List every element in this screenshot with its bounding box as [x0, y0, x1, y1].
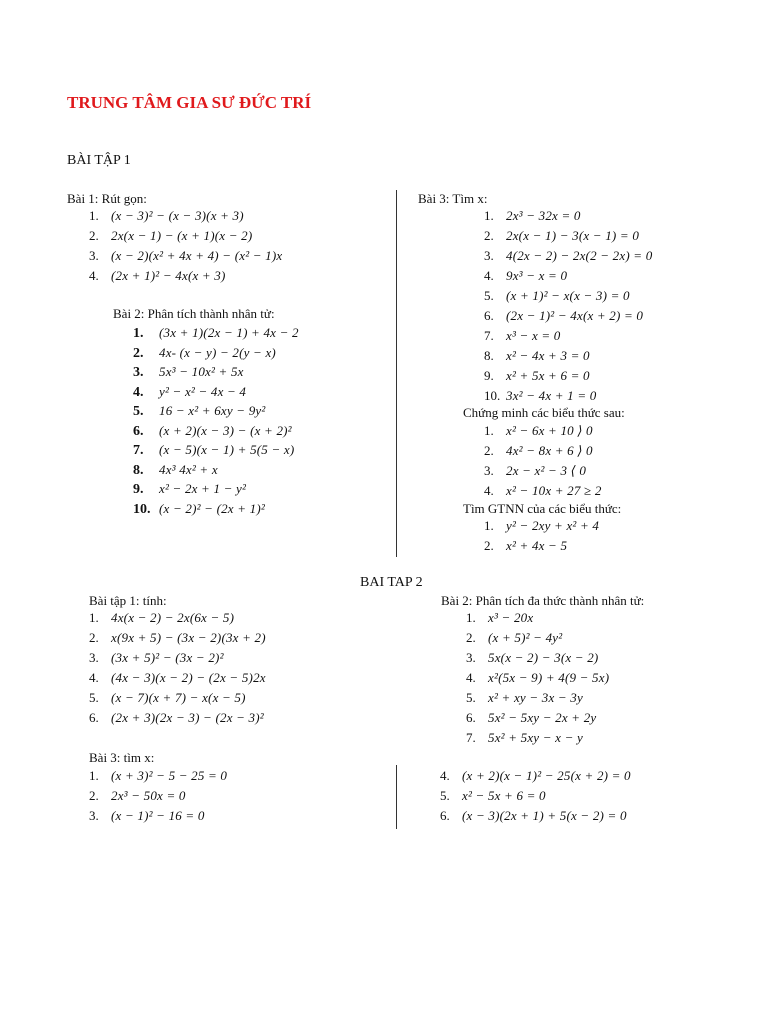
list-item — [133, 440, 299, 460]
list-item — [133, 421, 299, 441]
math-expression: 2x(x − 1) − (x + 1)(x − 2) — [111, 228, 253, 243]
list-item — [89, 266, 282, 286]
math-expression: x² − 2x + 1 − y² — [159, 481, 247, 496]
prove-list — [484, 421, 602, 501]
item-number: 3. — [484, 463, 494, 478]
item-number: 8. — [484, 348, 494, 363]
item-number: 2. — [89, 630, 99, 645]
exercise-2-label: Bài 2: Phân tích thành nhân tử: — [113, 306, 275, 321]
math-expression: (3x + 1)(2x − 1) + 4x − 2 — [159, 325, 299, 340]
list-item — [133, 343, 299, 363]
math-expression: 9x³ − x = 0 — [506, 268, 568, 283]
item-number: 1. — [484, 208, 494, 223]
math-expression: y² − x² − 4x − 4 — [159, 383, 247, 399]
list-item — [484, 206, 652, 226]
math-expression: x² − 4x + 3 = 0 — [506, 348, 590, 363]
math-expression: 4x² − 8x + 6 ⟩ 0 — [506, 443, 593, 458]
list-item — [484, 326, 652, 346]
item-number: 3. — [484, 248, 494, 263]
math-expression: x²(5x − 9) + 4(9 − 5x) — [488, 670, 610, 685]
list-item — [89, 608, 266, 628]
list-item — [484, 306, 652, 326]
list-item — [484, 516, 599, 536]
math-expression: x² − 6x + 10 ⟩ 0 — [506, 423, 593, 438]
min-value-list — [484, 516, 599, 556]
list-item — [89, 688, 266, 708]
item-number: 4. — [133, 384, 144, 400]
list-item — [89, 786, 227, 806]
item-number: 2. — [466, 630, 476, 645]
list-item — [89, 648, 266, 668]
math-expression: 4x- (x − y) − 2(y − x) — [159, 344, 276, 360]
set2-exercise-2-list — [466, 608, 609, 748]
item-number: 8. — [133, 462, 144, 478]
item-number: 9. — [133, 482, 144, 497]
set2-exercise-3-label: Bài 3: tìm x: — [89, 750, 155, 765]
item-number: 2. — [484, 443, 494, 458]
item-number: 6. — [133, 423, 144, 439]
math-expression: 3x² − 4x + 1 = 0 — [506, 388, 597, 403]
math-expression: x³ − x = 0 — [506, 328, 561, 343]
item-number: 2. — [484, 538, 494, 553]
column-divider-2 — [396, 765, 397, 829]
item-number: 1. — [89, 208, 99, 223]
list-item — [466, 688, 609, 708]
list-item — [484, 481, 602, 501]
math-expression: y² − 2xy + x² + 4 — [506, 518, 600, 533]
math-expression: 4(2x − 2) − 2x(2 − 2x) = 0 — [506, 248, 653, 263]
math-expression: (2x + 1)² − 4x(x + 3) — [111, 268, 226, 283]
item-number: 10. — [133, 501, 151, 517]
item-number: 4. — [89, 670, 99, 685]
math-expression: 2x − x² − 3 ⟨ 0 — [506, 463, 587, 478]
list-item — [466, 648, 609, 668]
item-number: 1. — [89, 610, 99, 625]
exercise-1-label: Bài 1: Rút gọn: — [67, 191, 147, 206]
math-expression: (2x + 3)(2x − 3) − (2x − 3)² — [111, 710, 264, 725]
math-expression: (x + 1)² − x(x − 3) = 0 — [506, 288, 630, 303]
item-number: 3. — [89, 808, 99, 823]
list-item — [484, 386, 652, 406]
list-item — [133, 382, 299, 402]
exercise-2-list — [133, 323, 299, 518]
item-number: 7. — [133, 443, 144, 458]
math-expression: 5x(x − 2) − 3(x − 2) — [488, 650, 599, 665]
item-number: 5. — [133, 404, 144, 419]
item-number: 2. — [484, 228, 494, 243]
item-number: 6. — [466, 710, 476, 725]
math-expression: x² + 4x − 5 — [506, 538, 568, 553]
math-expression: x² − 10x + 27 ≥ 2 — [506, 483, 602, 498]
math-expression: x² − 5x + 6 = 0 — [462, 788, 546, 803]
list-item — [440, 766, 631, 786]
math-expression: 4x(x − 2) − 2x(6x − 5) — [111, 610, 235, 625]
math-expression: 2x³ − 32x = 0 — [506, 208, 581, 223]
math-expression: x(9x + 5) − (3x − 2)(3x + 2) — [111, 630, 266, 645]
list-item — [484, 461, 602, 481]
list-item — [484, 346, 652, 366]
set2-exercise-1-label: Bài tập 1: tính: — [89, 593, 167, 608]
list-item — [484, 366, 652, 386]
list-item — [466, 708, 609, 728]
item-number: 4. — [484, 268, 494, 283]
math-expression: x² + xy − 3x − 3y — [488, 690, 583, 705]
list-item — [133, 479, 299, 499]
list-item — [89, 708, 266, 728]
item-number: 1. — [133, 326, 144, 341]
set2-exercise-1-list — [89, 608, 266, 728]
math-expression: 2x³ − 50x = 0 — [111, 788, 186, 803]
list-item — [133, 460, 299, 480]
list-item — [89, 806, 227, 826]
list-item — [133, 362, 299, 382]
math-expression: (x − 7)(x + 7) − x(x − 5) — [111, 690, 246, 705]
item-number: 2. — [133, 345, 144, 361]
min-value-label: Tìm GTNN của các biểu thức: — [463, 501, 622, 516]
page-title: TRUNG TÂM GIA SƯ ĐỨC TRÍ — [67, 93, 312, 112]
item-number: 4. — [89, 268, 99, 283]
list-item — [133, 401, 299, 421]
item-number: 2. — [89, 228, 99, 243]
math-expression: (4x − 3)(x − 2) − (2x − 5)2x — [111, 670, 266, 685]
math-expression: 16 − x² + 6xy − 9y² — [159, 403, 266, 418]
item-number: 1. — [466, 610, 476, 625]
prove-label: Chứng minh các biểu thức sau: — [463, 405, 625, 420]
item-number: 5. — [466, 690, 476, 705]
list-item — [466, 608, 609, 628]
item-number: 7. — [484, 328, 494, 343]
math-expression: (x − 2)(x² + 4x + 4) − (x² − 1)x — [111, 248, 283, 263]
list-item — [89, 206, 282, 226]
list-item — [484, 441, 602, 461]
set2-heading: BAI TAP 2 — [360, 575, 423, 590]
set2-exercise-3-list-continued — [440, 766, 631, 826]
item-number: 6. — [484, 308, 494, 323]
item-number: 4. — [484, 483, 494, 498]
list-item — [440, 786, 631, 806]
item-number: 10. — [484, 388, 501, 403]
math-expression: 5x³ − 10x² + 5x — [159, 364, 244, 379]
item-number: 9. — [484, 368, 494, 383]
math-expression: 5x² − 5xy − 2x + 2y — [488, 710, 597, 725]
item-number: 3. — [466, 650, 476, 665]
item-number: 7. — [466, 730, 476, 745]
list-item — [484, 266, 652, 286]
item-number: 2. — [89, 788, 99, 803]
list-item — [484, 246, 652, 266]
list-item — [484, 226, 652, 246]
list-item — [133, 499, 299, 519]
math-expression: (x − 5)(x − 1) + 5(5 − x) — [159, 442, 295, 457]
math-expression: 2x(x − 1) − 3(x − 1) = 0 — [506, 228, 640, 243]
math-expression: (x − 3)(2x + 1) + 5(x − 2) = 0 — [462, 808, 627, 823]
math-expression: (3x + 5)² − (3x − 2)² — [111, 650, 224, 665]
math-expression: (x + 2)(x − 1)² − 25(x + 2) = 0 — [462, 768, 631, 783]
exercise-3-list — [484, 206, 652, 406]
math-expression: (x + 5)² − 4y² — [488, 630, 563, 645]
column-divider — [396, 190, 397, 557]
item-number: 3. — [133, 365, 144, 380]
list-item — [466, 668, 609, 688]
list-item — [466, 628, 609, 648]
item-number: 1. — [484, 423, 494, 438]
item-number: 6. — [89, 710, 99, 725]
exercise-1-list — [89, 206, 282, 286]
item-number: 4. — [440, 768, 450, 783]
set2-exercise-3-list — [89, 766, 227, 826]
math-expression: 4x³ 4x² + x — [159, 461, 218, 477]
item-number: 4. — [466, 670, 476, 685]
list-item — [484, 536, 599, 556]
list-item — [89, 766, 227, 786]
item-number: 5. — [89, 690, 99, 705]
math-expression: (x − 3)² − (x − 3)(x + 3) — [111, 208, 244, 223]
math-expression: (x − 2)² − (2x + 1)² — [159, 500, 265, 516]
list-item — [484, 286, 652, 306]
item-number: 5. — [440, 788, 450, 803]
set2-exercise-2-label: Bài 2: Phân tích đa thức thành nhân tử: — [441, 593, 645, 608]
exercise-3-label: Bài 3: Tìm x: — [418, 191, 488, 206]
item-number: 1. — [89, 768, 99, 783]
list-item — [133, 323, 299, 343]
list-item — [89, 628, 266, 648]
math-expression: (x + 2)(x − 3) − (x + 2)² — [159, 422, 292, 438]
item-number: 3. — [89, 650, 99, 665]
list-item — [440, 806, 631, 826]
math-expression: (x − 1)² − 16 = 0 — [111, 808, 205, 823]
list-item — [89, 668, 266, 688]
math-expression: x² + 5x + 6 = 0 — [506, 368, 590, 383]
item-number: 3. — [89, 248, 99, 263]
list-item — [484, 421, 602, 441]
list-item — [466, 728, 609, 748]
math-expression: (x + 3)² − 5 − 25 = 0 — [111, 768, 228, 783]
math-expression: x³ − 20x — [488, 610, 534, 625]
item-number: 6. — [440, 808, 450, 823]
list-item — [89, 246, 282, 266]
item-number: 5. — [484, 288, 494, 303]
math-expression: 5x² + 5xy − x − y — [488, 730, 583, 745]
list-item — [89, 226, 282, 246]
math-expression: (2x − 1)² − 4x(x + 2) = 0 — [506, 308, 644, 323]
item-number: 1. — [484, 518, 494, 533]
set1-heading: BÀI TẬP 1 — [67, 153, 131, 168]
